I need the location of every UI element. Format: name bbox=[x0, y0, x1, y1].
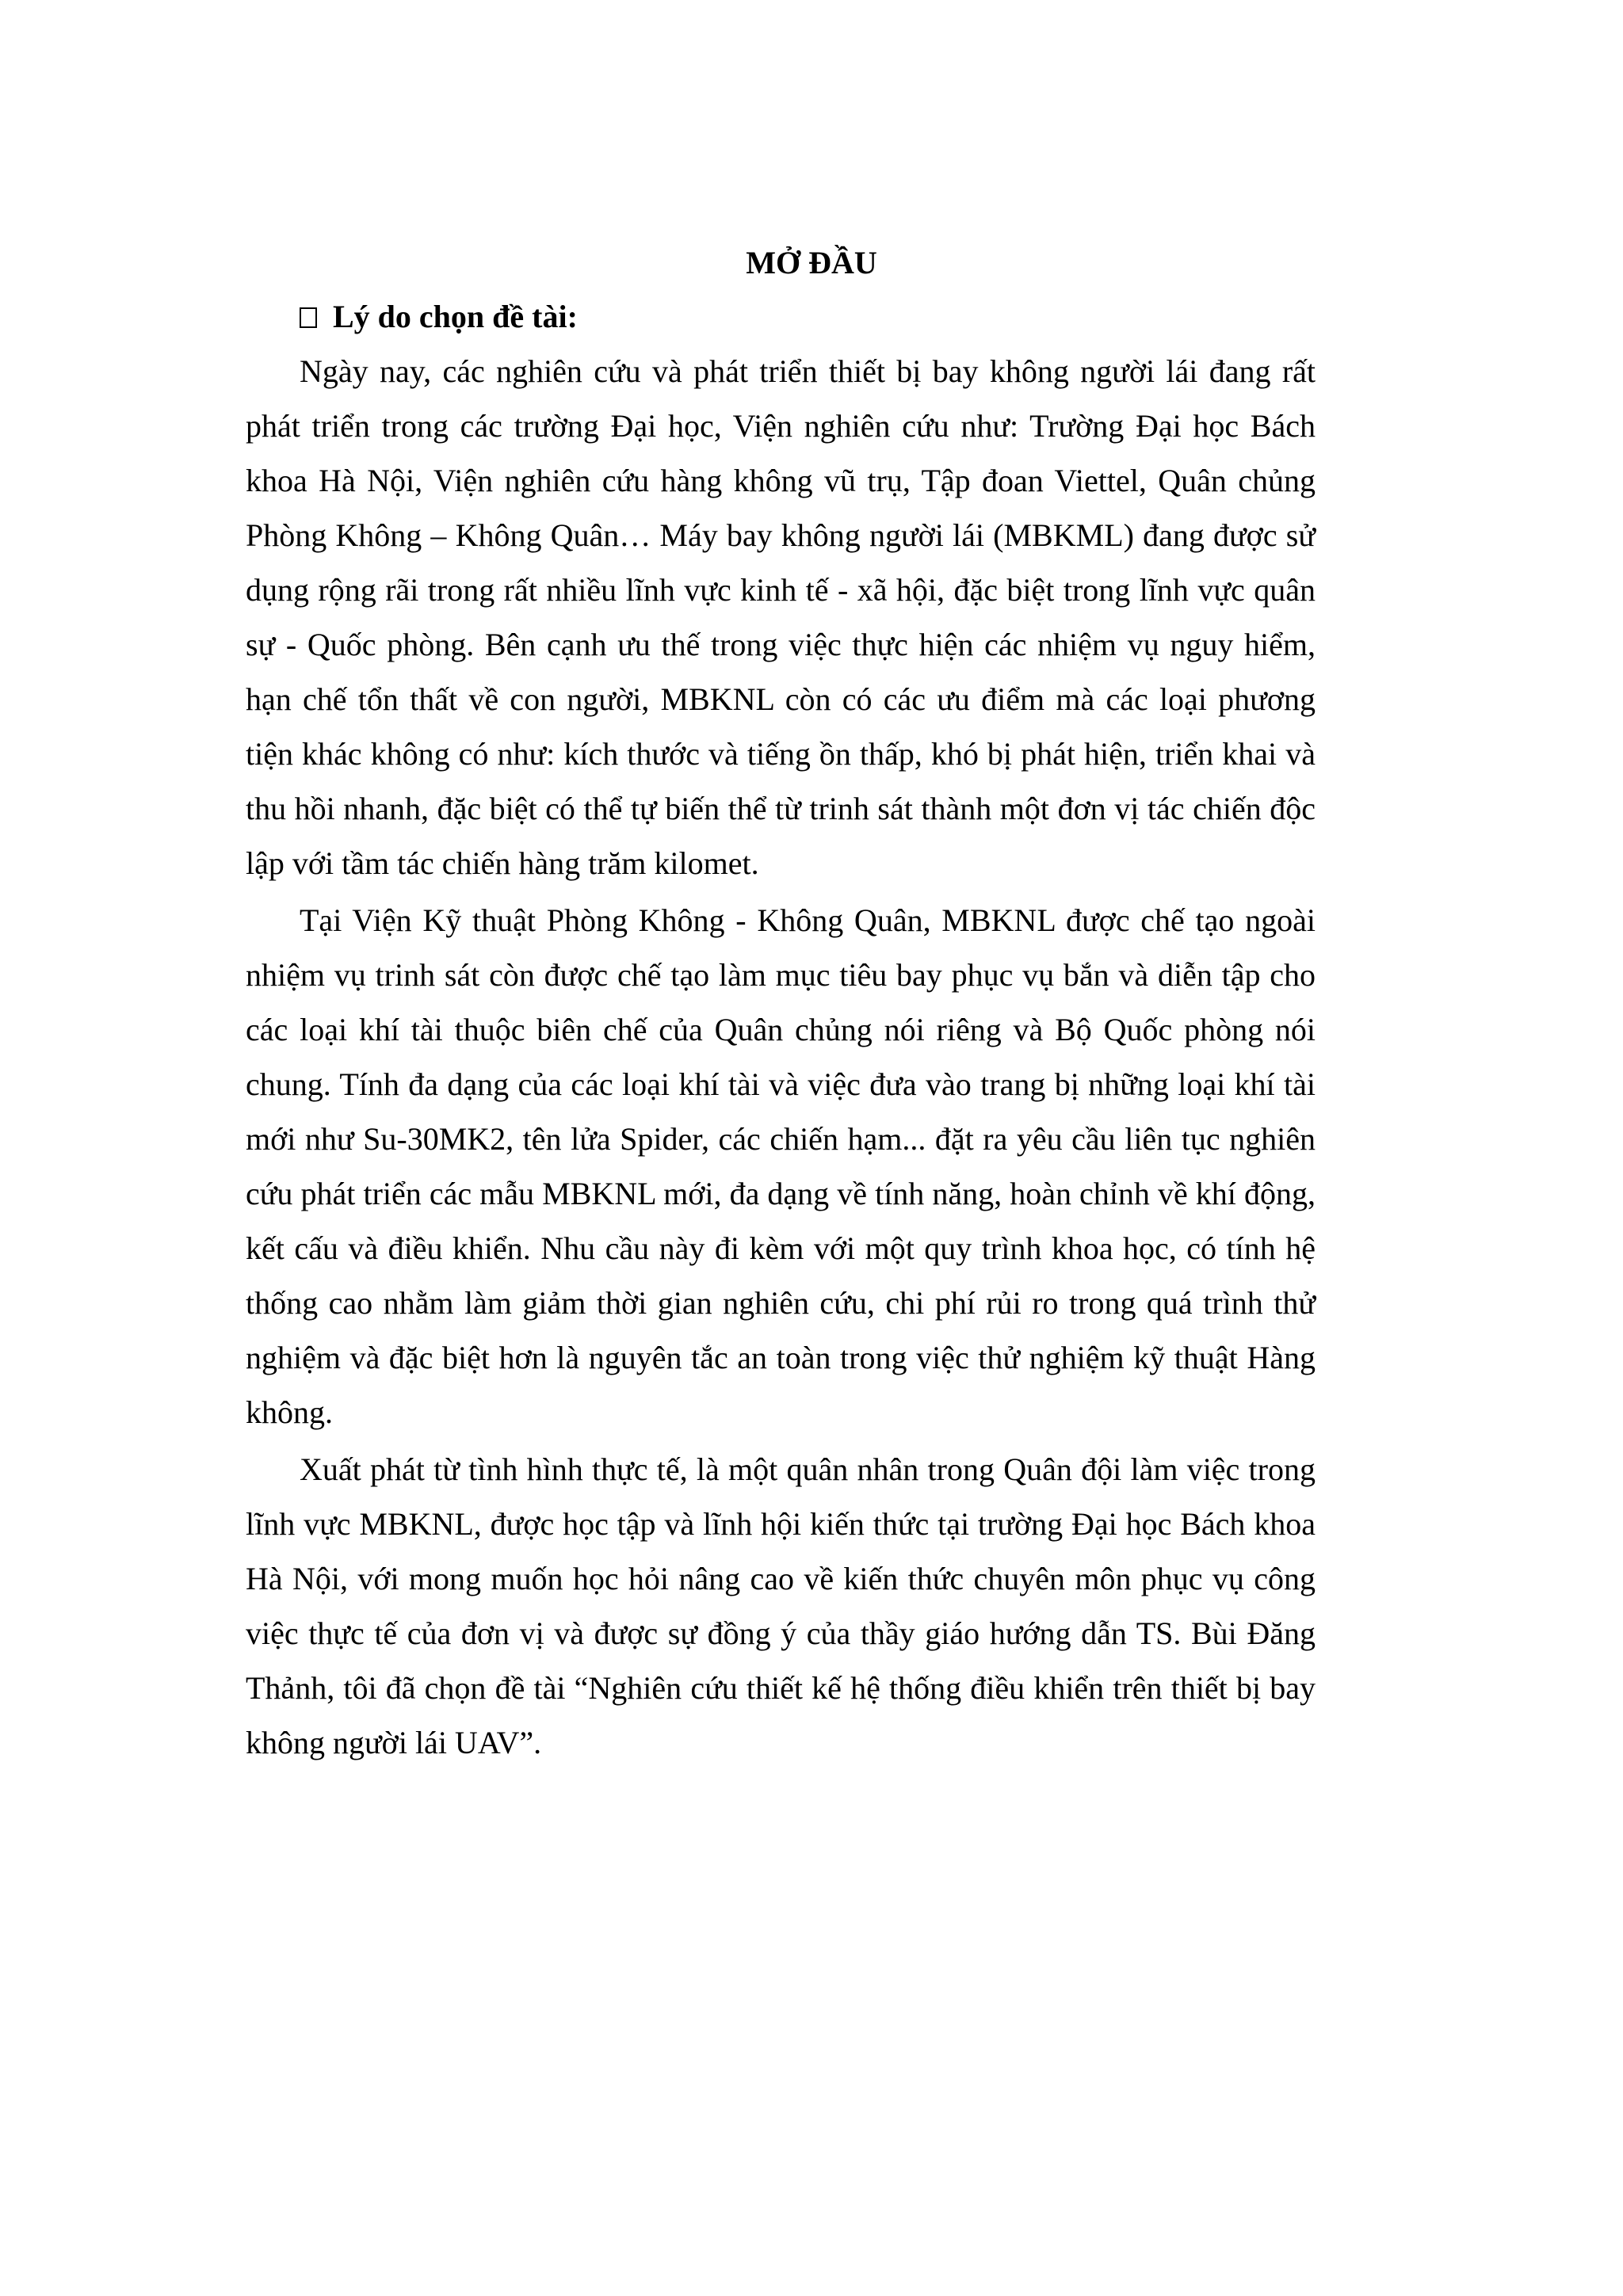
page-title: MỞ ĐẦU bbox=[746, 245, 877, 280]
checkbox-bullet-icon bbox=[300, 307, 317, 328]
paragraph: Xuất phát từ tình hình thực tế, là một quân nhân trong Quân đội làm việc trong lĩnh vực MBKNL, được học tập và lĩnh hội kiến thức tại trường Đại học Bách khoa Hà Nội, với mong muốn học hỏi nâng cao về kiến thức chuyên môn phục vụ công việc thực tế của đơn vị và được sự đồng ý của thầy giáo hướng dẫn TS. Bùi Đăng Thảnh, tôi đã chọn đề tài “Nghiên cứu thiết kế hệ thống điều khiển trên thiết bị bay không người lái UAV”. bbox=[246, 1451, 1316, 1760]
paragraph: Tại Viện Kỹ thuật Phòng Không - Không Quân, MBKNL được chế tạo ngoài nhiệm vụ trinh sát còn được chế tạo làm mục tiêu bay phục vụ bắn và diễn tập cho các loại khí tài thuộc biên chế của Quân chủng nói riêng và Bộ Quốc phòng nói chung. Tính đa dạng của các loại khí tài và việc đưa vào trang bị những loại khí tài mới như Su-30MK2, tên lửa Spider, các chiến hạm... đặt ra yêu cầu liên tục nghiên cứu phát triển các mẫu MBKNL mới, đa dạng về tính năng, hoàn chỉnh về khí động, kết cấu và điều khiển. Nhu cầu này đi kèm với một quy trình khoa học, có tính hệ thống cao nhằm làm giảm thời gian nghiên cứu, chi phí rủi ro trong quá trình thử nghiệm và đặc biệt hơn là nguyên tắc an toàn trong việc thử nghiệm kỹ thuật Hàng không. bbox=[246, 902, 1316, 1430]
paragraph: Ngày nay, các nghiên cứu và phát triển thiết bị bay không người lái đang rất phát triển trong các trường Đại học, Viện nghiên cứu như: Trường Đại học Bách khoa Hà Nội, Viện nghiên cứu hàng không vũ trụ, Tập đoan Viettel, Quân chủng Phòng Không – Không Quân… Máy bay không người lái (MBKML) đang được sử dụng rộng rãi trong rất nhiều lĩnh vực kinh tế - xã hội, đặc biệt trong lĩnh vực quân sự - Quốc phòng. Bên cạnh ưu thế trong việc thực hiện các nhiệm vụ nguy hiểm, hạn chế tổn thất về con người, MBKNL còn có các ưu điểm mà các loại phương tiện khác không có như: kích thước và tiếng ồn thấp, khó bị phát hiện, triển khai và thu hồi nhanh, đặc biệt có thể tự biến thể từ trinh sát thành một đơn vị tác chiến độc lập với tầm tác chiến hàng trăm kilomet. bbox=[246, 353, 1316, 881]
section-heading bbox=[300, 293, 578, 341]
section-heading-label: Lý do chọn đề tài: bbox=[333, 299, 578, 334]
body-text bbox=[246, 344, 1316, 1772]
